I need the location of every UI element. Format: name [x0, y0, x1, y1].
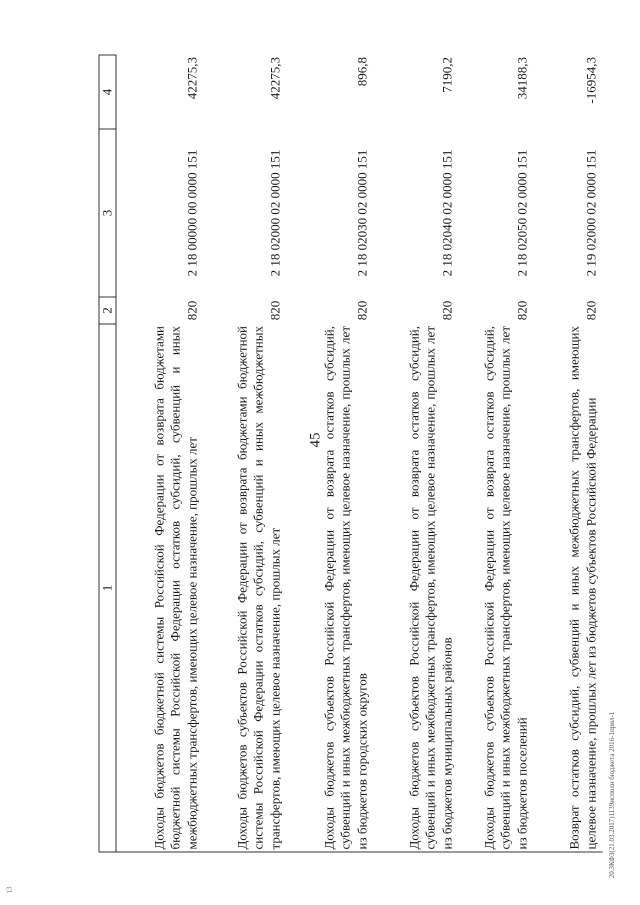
row-amount: -16954,3 [582, 56, 598, 104]
column-header: 1 [99, 324, 116, 852]
table-row [373, 55, 458, 852]
column-header: 4 [99, 55, 116, 129]
row-budget-code: 2 19 02000 02 0000 151 [582, 149, 598, 276]
row-description: Доходы бюджетов субъектов Российской Федерации от возврата остатков субсидий, субвенций и иных межбюджетных трансфертов, имеющих целевое назначение, прошлых лет из бюджетов городских округов [286, 324, 373, 852]
document-footer-code: 20.3КФЗ(21.03.2017)1139исполн бюджета 2016-1прил-1 [608, 711, 616, 879]
table-row [203, 55, 286, 852]
column-header: 3 [99, 129, 116, 297]
row-budget-code: 2 18 02040 02 0000 151 [438, 149, 454, 276]
table-header-row [99, 55, 116, 852]
row-admin-code: 820 [353, 300, 369, 320]
budget-revenue-table [98, 55, 598, 852]
row-amount: 34188,3 [513, 56, 529, 99]
row-amount: 896,8 [353, 56, 369, 86]
row-admin-code: 820 [513, 300, 529, 320]
table-row [286, 55, 373, 852]
table-row [458, 55, 533, 852]
row-description: Возврат остатков субсидий, субвенций и иных межбюджетных трансфертов, имеющих целевое назначение, прошлых лет из бюджетов субъектов Российской Федерации [533, 324, 602, 852]
row-admin-code: 820 [183, 300, 199, 320]
row-amount: 42275,3 [266, 56, 282, 99]
column-header: 2 [99, 297, 116, 324]
row-admin-code: 820 [582, 300, 598, 320]
row-budget-code: 2 18 02000 02 0000 151 [266, 149, 282, 276]
row-admin-code: 820 [438, 300, 454, 320]
row-description: Доходы бюджетов субъектов Российской Федерации от возврата бюджетами бюджетной системы Российской Федерации остатков субсидий, субвенций и иных межбюджетных трансфертов, имеющих целевое назначение, прошлых лет [203, 324, 286, 852]
table-row [116, 55, 204, 852]
row-amount: 7190,2 [438, 56, 454, 93]
corner-mark: 13 [5, 886, 14, 894]
row-admin-code: 820 [266, 300, 282, 320]
row-description: Доходы бюджетов субъектов Российской Федерации от возврата остатков субсидий, субвенций и иных межбюджетных трансфертов, имеющих целевое назначение, прошлых лет из бюджетов муниципальных районов [373, 324, 458, 852]
page-number: 45 [307, 432, 324, 448]
revenue-codes-table [98, 54, 602, 852]
row-budget-code: 2 18 02050 02 0000 151 [513, 149, 529, 276]
row-description: Доходы бюджетов субъектов Российской Федерации от возврата остатков субсидий, субвенций и иных межбюджетных трансфертов, имеющих целевое назначение, прошлых лет из бюджетов поселений [458, 324, 533, 852]
table-row [533, 55, 602, 852]
row-budget-code: 2 18 00000 00 0000 151 [183, 149, 199, 276]
row-description: Доходы бюджетов бюджетной системы Российской Федерации от возврата бюджетами бюджетной системы Российской Федерации остатков субсидий, субвенций и иных межбюджетных трансфертов, имеющих целевое назначение, прошлых лет [116, 324, 204, 852]
row-budget-code: 2 18 02030 02 0000 151 [353, 149, 369, 276]
row-amount: 42275,3 [183, 56, 199, 99]
